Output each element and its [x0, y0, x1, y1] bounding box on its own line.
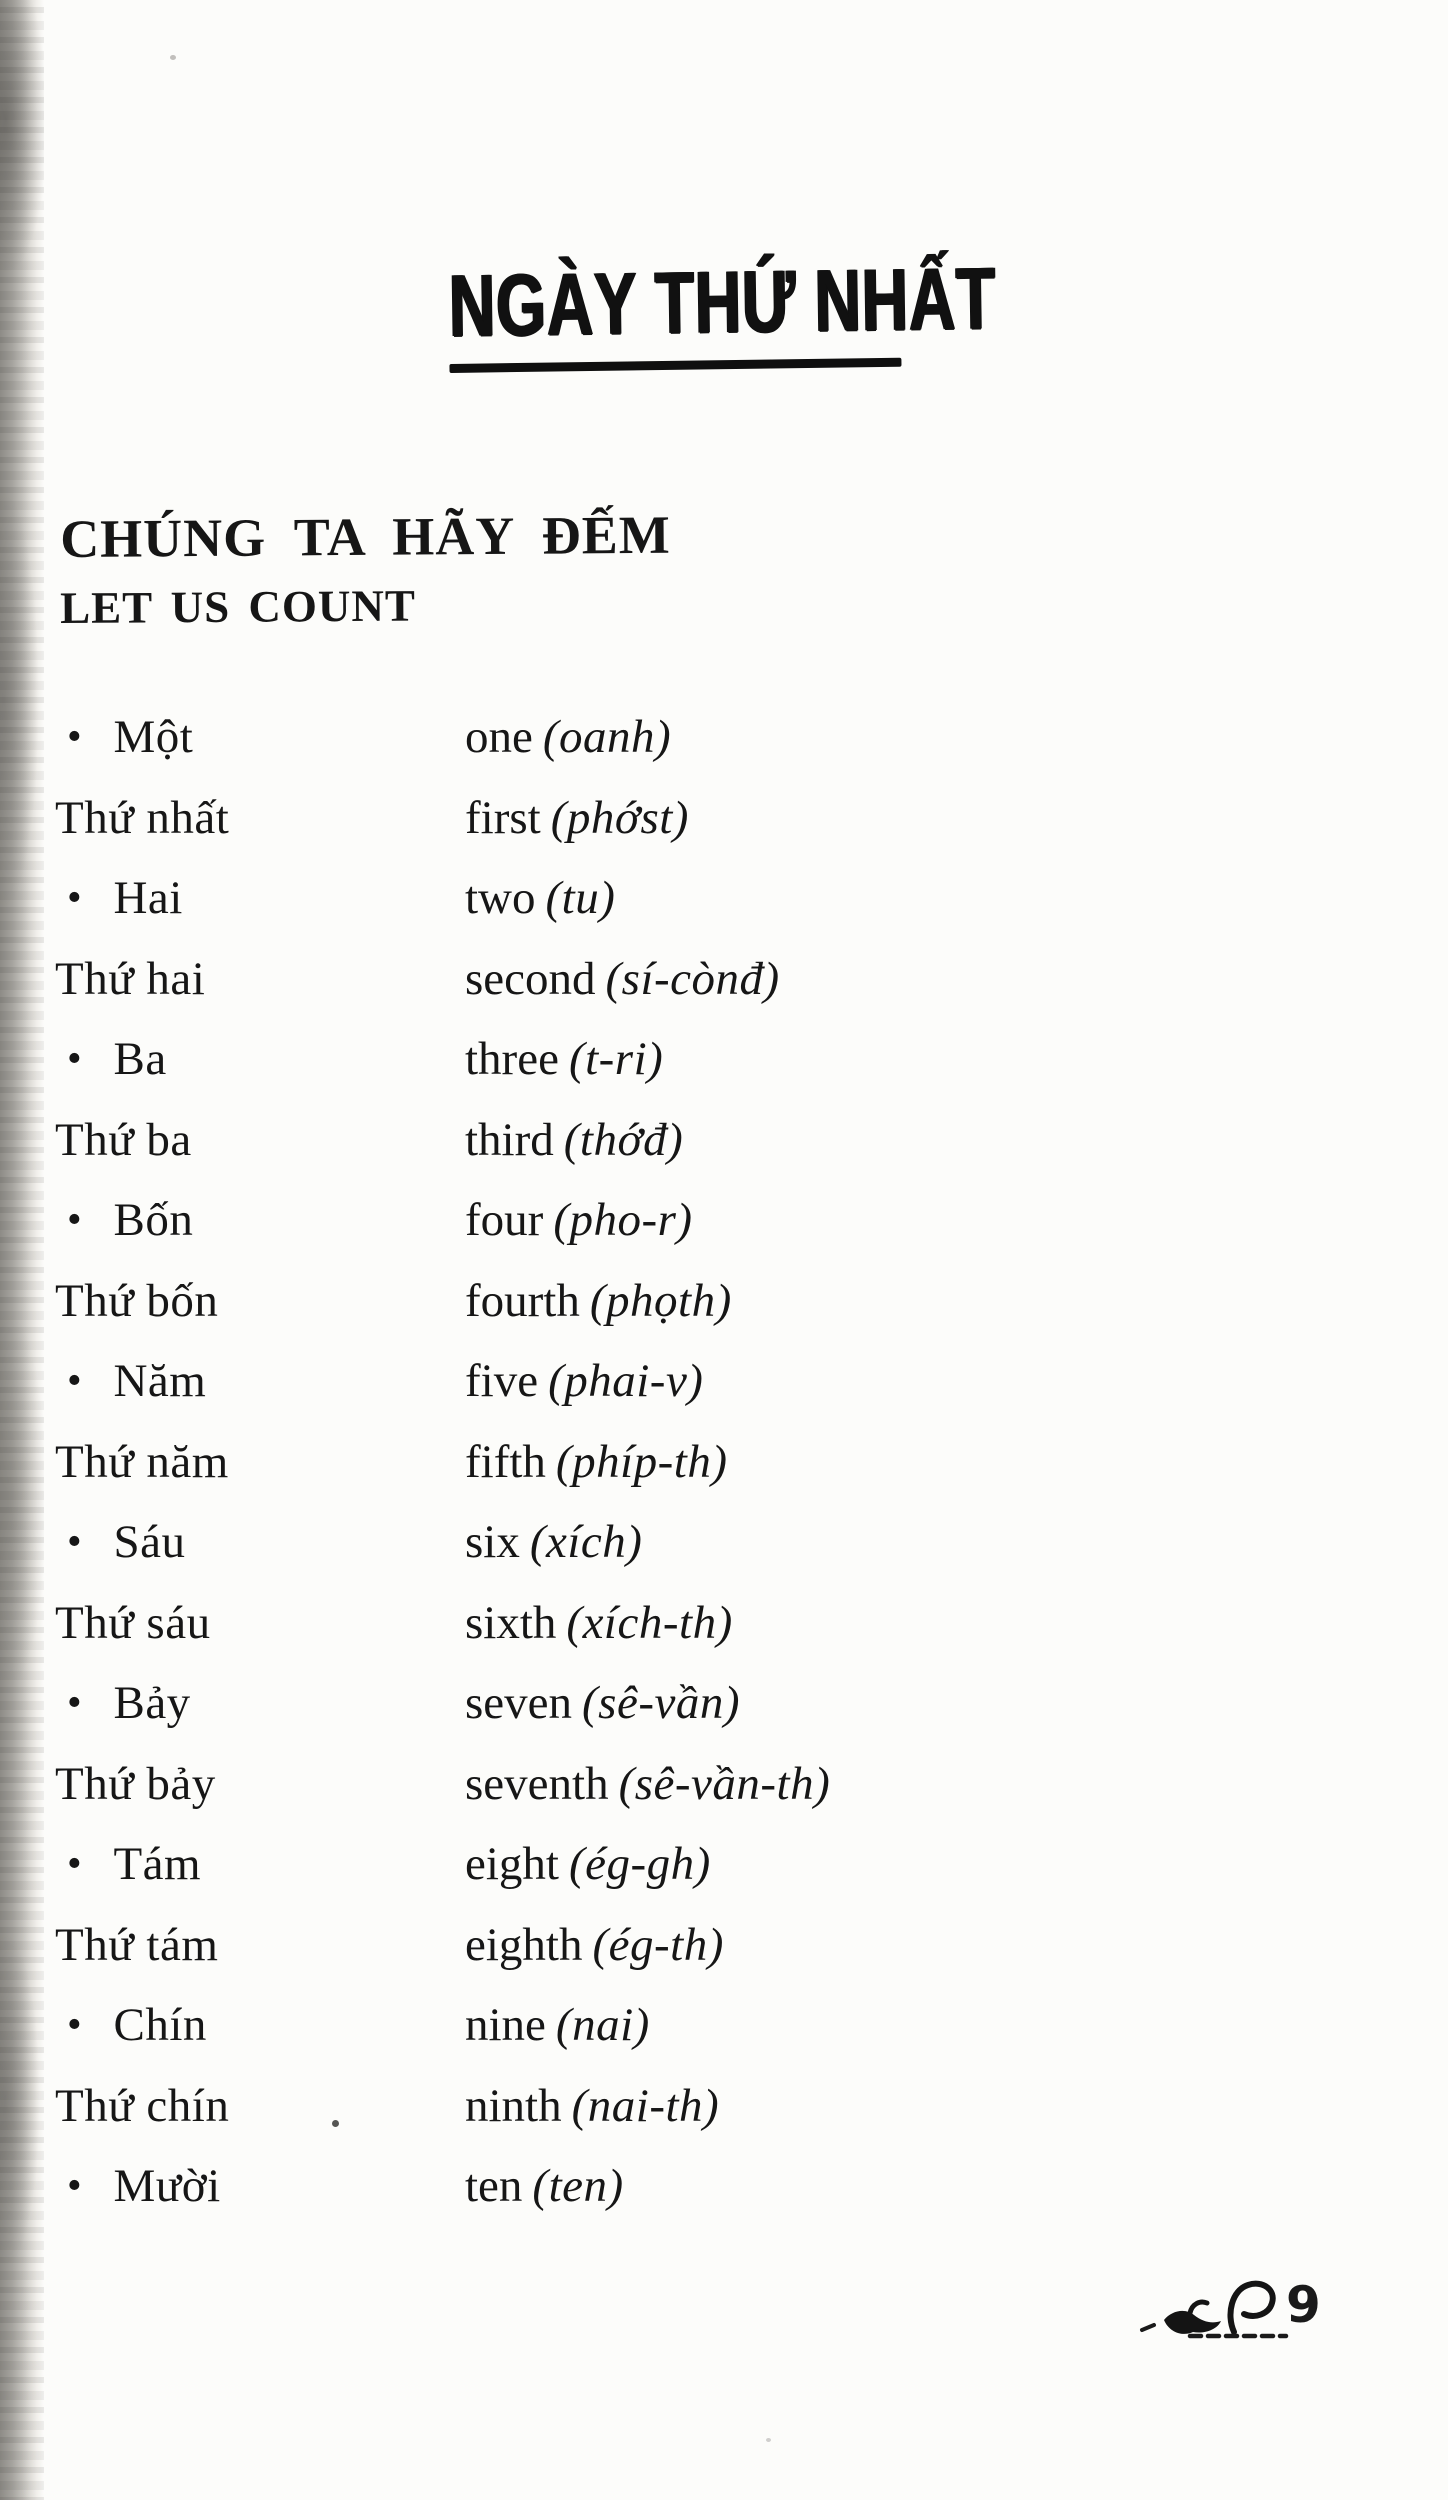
- vietnamese-term: Thứ chín: [55, 2079, 230, 2132]
- list-item: [55, 704, 1155, 785]
- list-item: [55, 1026, 1155, 1107]
- vietnamese-term: Tám: [113, 1838, 202, 1890]
- vietnamese-term: Bảy: [113, 1677, 191, 1729]
- scan-speck: [766, 2438, 771, 2442]
- english-cell: [465, 1113, 683, 1167]
- bullet-icon: •: [67, 1197, 82, 1243]
- list-item: [55, 785, 1155, 866]
- english-term: ten: [465, 2160, 523, 2212]
- english-term: two: [465, 872, 536, 924]
- vietnamese-cell: [67, 1998, 207, 2052]
- title-underline: [449, 358, 901, 373]
- phonetic-transcription: (tu): [545, 872, 616, 924]
- chapter-title: NGÀY THỨ NHẤT: [447, 248, 997, 355]
- vietnamese-term: Hai: [113, 872, 183, 924]
- english-term: eighth: [465, 1918, 583, 1971]
- vietnamese-term: Sáu: [113, 1516, 186, 1568]
- phonetic-transcription: (phớst): [550, 791, 689, 844]
- vietnamese-cell: [67, 1676, 191, 1730]
- phonetic-transcription: (phọth): [589, 1274, 732, 1327]
- phonetic-transcription: (t-ri): [568, 1033, 664, 1085]
- vietnamese-term: Thứ năm: [55, 1435, 229, 1488]
- list-item: [55, 946, 1155, 1027]
- vietnamese-cell: [55, 1113, 192, 1167]
- bullet-icon: •: [67, 714, 82, 760]
- list-item: [55, 1751, 1155, 1832]
- vietnamese-term: Thứ bốn: [55, 1274, 219, 1327]
- english-cell: [465, 952, 780, 1006]
- phonetic-transcription: (ten): [532, 2160, 624, 2212]
- list-item: [55, 1831, 1155, 1912]
- list-item: [55, 1348, 1155, 1429]
- vietnamese-term: Bốn: [113, 1194, 194, 1246]
- english-term: four: [465, 1194, 544, 1246]
- vietnamese-term: Mười: [113, 2160, 221, 2212]
- bullet-icon: •: [67, 1519, 82, 1565]
- english-cell: [465, 1998, 650, 2052]
- english-cell: [465, 791, 689, 845]
- english-cell: [465, 1032, 663, 1086]
- english-term: one: [465, 711, 533, 763]
- phonetic-transcription: (nai): [555, 1999, 650, 2051]
- vietnamese-cell: [55, 2079, 229, 2133]
- vietnamese-cell: [67, 1354, 206, 1408]
- phonetic-transcription: (phíp-th): [555, 1435, 728, 1488]
- phonetic-transcription: (xích-th): [566, 1596, 733, 1649]
- phonetic-transcription: (ég-th): [592, 1918, 724, 1971]
- english-term: fourth: [465, 1274, 580, 1327]
- english-term: nine: [465, 1999, 546, 2051]
- vietnamese-cell: [55, 1435, 229, 1489]
- vietnamese-term: Một: [113, 711, 194, 763]
- vietnamese-term: Thứ sáu: [55, 1596, 211, 1649]
- list-item: [55, 1590, 1155, 1671]
- phonetic-transcription: (thớđ): [563, 1113, 684, 1166]
- english-term: seven: [465, 1677, 573, 1729]
- vietnamese-term: Thứ tám: [55, 1918, 219, 1971]
- flourish-squiggle-icon: [1138, 2280, 1310, 2344]
- page-edge-shadow: [0, 0, 44, 2500]
- english-cell: [465, 710, 671, 764]
- vietnamese-cell: [67, 1515, 185, 1569]
- english-term: sixth: [465, 1596, 557, 1649]
- phonetic-transcription: (sí-cònđ): [605, 952, 780, 1005]
- english-cell: [465, 1918, 724, 1972]
- english-cell: [465, 1837, 711, 1891]
- list-item: [55, 1992, 1155, 2073]
- english-cell: [465, 1193, 693, 1247]
- vietnamese-term: Thứ bảy: [55, 1757, 216, 1810]
- english-cell: [465, 1435, 728, 1489]
- english-cell: [465, 1515, 642, 1569]
- english-cell: [465, 871, 615, 925]
- bullet-icon: •: [67, 1680, 82, 1726]
- english-cell: [465, 1757, 830, 1811]
- english-term: fifth: [465, 1435, 546, 1488]
- vietnamese-term: Năm: [113, 1355, 207, 1407]
- vietnamese-cell: [55, 1596, 211, 1650]
- list-item: [55, 1429, 1155, 1510]
- list-item: [55, 2153, 1155, 2234]
- vietnamese-term: Thứ hai: [55, 952, 206, 1005]
- phonetic-transcription: (phai-v): [548, 1355, 704, 1407]
- english-term: eight: [465, 1838, 559, 1890]
- vietnamese-cell: [55, 791, 229, 845]
- scan-speck: [170, 55, 176, 60]
- phonetic-transcription: (xích): [529, 1516, 643, 1568]
- english-term: third: [465, 1113, 554, 1166]
- list-item: [55, 1509, 1155, 1590]
- english-term: six: [465, 1516, 520, 1568]
- phonetic-transcription: (pho-r): [553, 1194, 693, 1246]
- phonetic-transcription: (nai-th): [571, 2079, 720, 2132]
- english-term: first: [465, 791, 541, 844]
- bullet-icon: •: [67, 1358, 82, 1404]
- english-term: second: [465, 952, 596, 1005]
- phonetic-transcription: (ég-gh): [568, 1838, 711, 1890]
- english-cell: [465, 1354, 703, 1408]
- vietnamese-term: Chín: [113, 1999, 207, 2051]
- phonetic-transcription: (oanh): [542, 711, 672, 763]
- vietnamese-cell: [55, 1757, 216, 1811]
- english-cell: [465, 1676, 740, 1730]
- vietnamese-cell: [55, 1274, 218, 1328]
- vietnamese-cell: [67, 1837, 201, 1891]
- phonetic-transcription: (sê-vần): [582, 1677, 740, 1729]
- bullet-icon: •: [67, 2163, 82, 2209]
- english-term: seventh: [465, 1757, 609, 1810]
- count-list: [55, 704, 1155, 2234]
- vietnamese-term: Thứ nhất: [55, 791, 230, 844]
- vietnamese-cell: [55, 952, 205, 1006]
- english-term: ninth: [465, 2079, 562, 2132]
- list-item: [55, 1670, 1155, 1751]
- phonetic-transcription: (sê-vần-th): [618, 1757, 831, 1810]
- vietnamese-term: Ba: [113, 1033, 167, 1085]
- page-number: 9: [1286, 2276, 1321, 2334]
- english-term: three: [465, 1033, 559, 1085]
- vietnamese-cell: [55, 1918, 218, 1972]
- vietnamese-cell: [67, 2159, 221, 2213]
- bullet-icon: •: [67, 875, 82, 921]
- vietnamese-cell: [67, 1032, 167, 1086]
- list-item: [55, 1912, 1155, 1993]
- vietnamese-cell: [67, 710, 193, 764]
- english-cell: [465, 1596, 733, 1650]
- list-item: [55, 1187, 1155, 1268]
- list-item: [55, 2073, 1155, 2154]
- section-title-vietnamese: CHÚNG TA HÃY ĐẾM: [59, 504, 671, 569]
- bullet-icon: •: [67, 1036, 82, 1082]
- vietnamese-cell: [67, 1193, 193, 1247]
- english-cell: [465, 1274, 732, 1328]
- list-item: [55, 1107, 1155, 1188]
- list-item: [55, 1268, 1155, 1349]
- vietnamese-term: Thứ ba: [55, 1113, 192, 1166]
- vietnamese-cell: [67, 871, 183, 925]
- chapter-title-block: [447, 248, 1199, 373]
- list-item: [55, 865, 1155, 946]
- section-title-english: LET US COUNT: [59, 580, 417, 633]
- bullet-icon: •: [67, 2002, 82, 2048]
- english-cell: [465, 2079, 719, 2133]
- english-cell: [465, 2159, 624, 2213]
- english-term: five: [465, 1355, 539, 1407]
- bullet-icon: •: [67, 1841, 82, 1887]
